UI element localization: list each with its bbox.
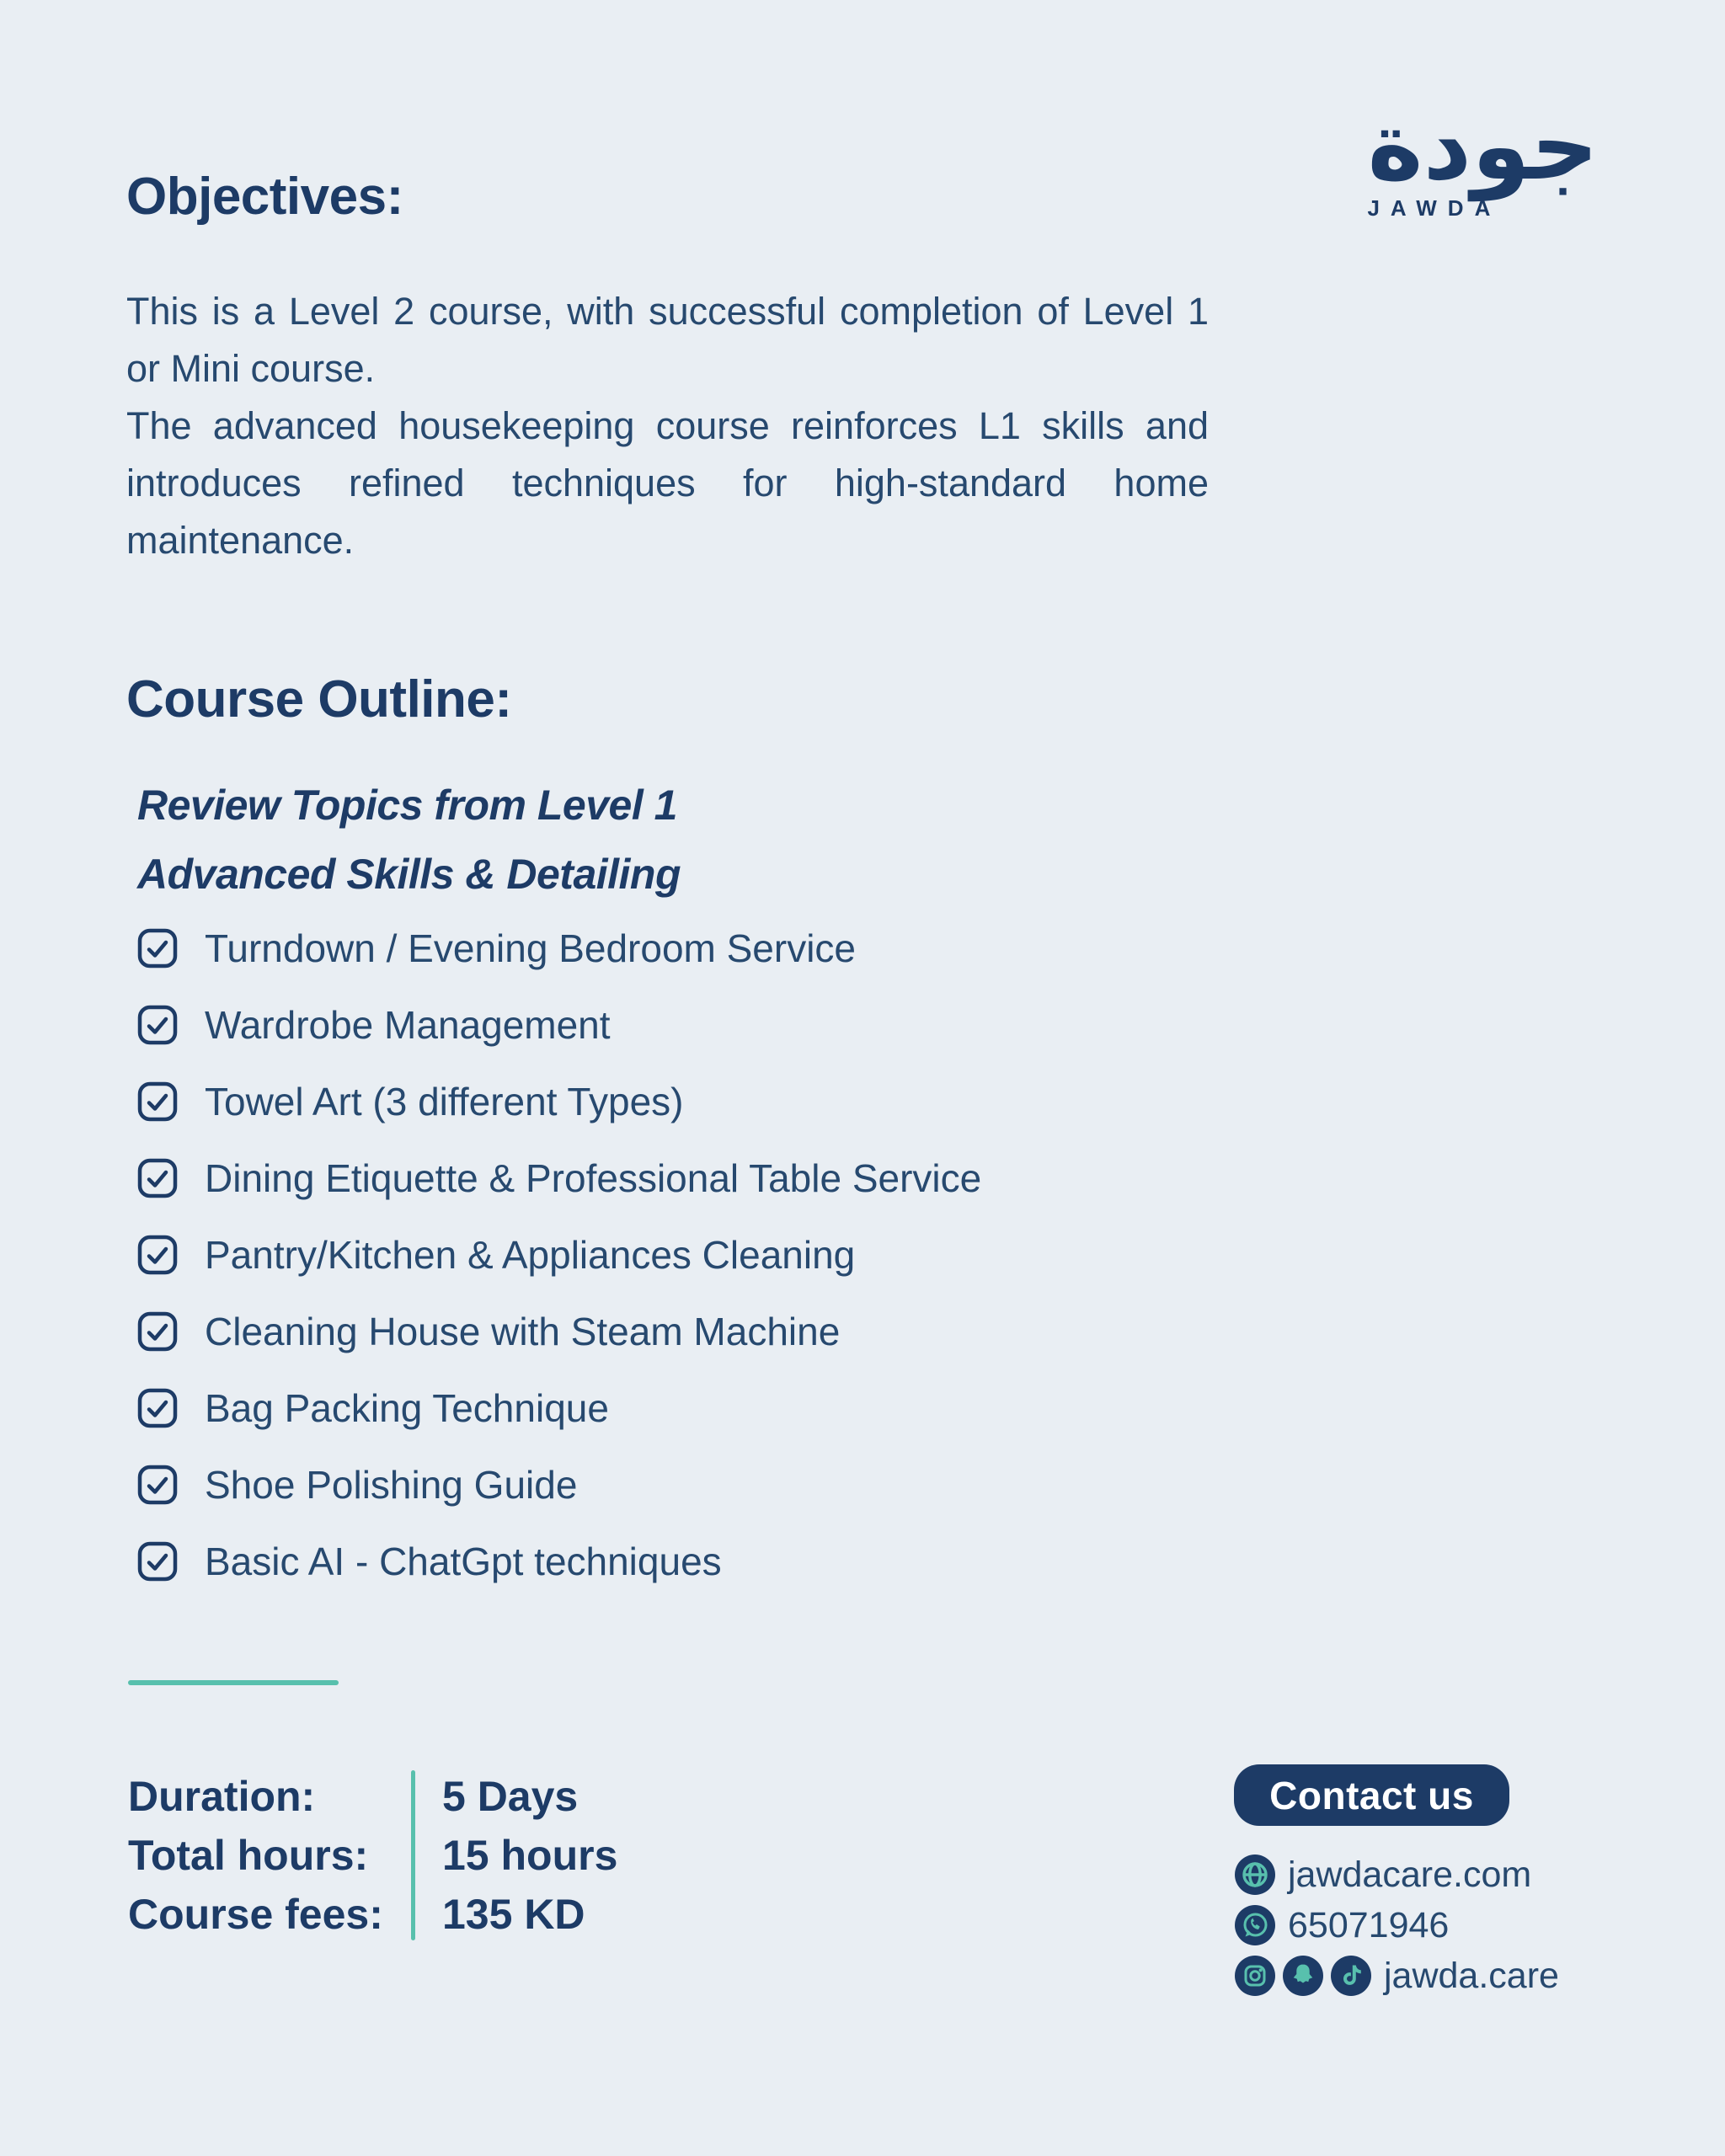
contact-rows [1234, 1854, 1655, 1997]
globe-icon [1234, 1854, 1276, 1896]
checkbox-checked-icon [137, 1005, 178, 1045]
total-hours-label: Total hours: [128, 1832, 369, 1879]
social-handle[interactable]: jawda.care [1384, 1955, 1559, 1996]
checkbox-checked-icon [137, 1541, 178, 1582]
objectives-paragraph-1: This is a Level 2 course, with successful completion of Level 1 or Mini course. [126, 290, 1209, 390]
checkbox-checked-icon [137, 1081, 178, 1122]
course-details [128, 1767, 617, 1944]
checklist-item [137, 1139, 981, 1216]
checklist-item-label: Turndown / Evening Bedroom Service [205, 926, 857, 970]
checklist-item [137, 1293, 981, 1369]
checklist-item-label: Pantry/Kitchen & Appliances Cleaning [205, 1232, 856, 1277]
contact-section [1234, 1764, 1655, 2005]
jawda-logo [1367, 92, 1599, 221]
course-outline-subheadings [137, 771, 681, 909]
website-row[interactable] [1234, 1854, 1655, 1896]
course-outline-heading: Course Outline: [126, 670, 512, 728]
total-hours-value: 15 hours [442, 1832, 618, 1879]
whatsapp-icon [1234, 1904, 1276, 1946]
subheading-advanced-skills: Advanced Skills & Detailing [137, 851, 681, 898]
objectives-heading: Objectives: [126, 168, 403, 226]
social-row[interactable] [1234, 1955, 1655, 1997]
duration-value: 5 Days [442, 1773, 579, 1820]
checklist-item [137, 910, 981, 986]
checklist-item [137, 1369, 981, 1446]
checkbox-checked-icon [137, 1235, 178, 1275]
checkbox-checked-icon [137, 1388, 178, 1428]
course-details-values [442, 1767, 617, 1944]
contact-us-button[interactable]: Contact us [1234, 1764, 1509, 1826]
jawda-logo-arabic: جودة [1367, 92, 1599, 201]
checklist-item-label: Wardrobe Management [205, 1002, 611, 1047]
duration-label: Duration: [128, 1773, 316, 1820]
checklist-item-label: Bag Packing Technique [205, 1385, 609, 1430]
checkbox-checked-icon [137, 928, 178, 969]
checklist-item-label: Shoe Polishing Guide [205, 1462, 578, 1507]
website-url[interactable]: jawdacare.com [1288, 1854, 1532, 1895]
checklist-item [137, 1063, 981, 1139]
section-divider [128, 1680, 339, 1685]
instagram-icon[interactable] [1234, 1955, 1276, 1997]
checklist-item-label: Basic AI - ChatGpt techniques [205, 1539, 722, 1583]
checkbox-checked-icon [137, 1311, 178, 1352]
objectives-paragraph-2: The advanced housekeeping course reinforces L1 skills and introduces refined techniques for high-standard home maintenance. [126, 404, 1209, 562]
course-fees-value: 135 KD [442, 1891, 585, 1938]
checklist-item [137, 986, 981, 1063]
checklist-item-label: Dining Etiquette & Professional Table Service [205, 1155, 982, 1200]
subheading-review-topics: Review Topics from Level 1 [137, 782, 677, 829]
checklist-item-label: Cleaning House with Steam Machine [205, 1309, 841, 1353]
checklist-item [137, 1216, 981, 1293]
checklist-item [137, 1446, 981, 1523]
snapchat-icon[interactable] [1282, 1955, 1324, 1997]
details-vertical-divider [411, 1770, 415, 1940]
objectives-text [126, 283, 1209, 569]
phone-row[interactable] [1234, 1904, 1655, 1946]
checkbox-checked-icon [137, 1465, 178, 1505]
course-details-labels [128, 1767, 411, 1944]
tiktok-icon[interactable] [1330, 1955, 1372, 1997]
phone-number[interactable]: 65071946 [1288, 1904, 1450, 1945]
checklist-item [137, 1523, 981, 1599]
jawda-logo-wordmark: JAWDA [1367, 195, 1502, 221]
checkbox-checked-icon [137, 1158, 178, 1198]
course-outline-checklist [137, 910, 981, 1599]
course-fees-label: Course fees: [128, 1891, 383, 1938]
checklist-item-label: Towel Art (3 different Types) [205, 1079, 684, 1123]
